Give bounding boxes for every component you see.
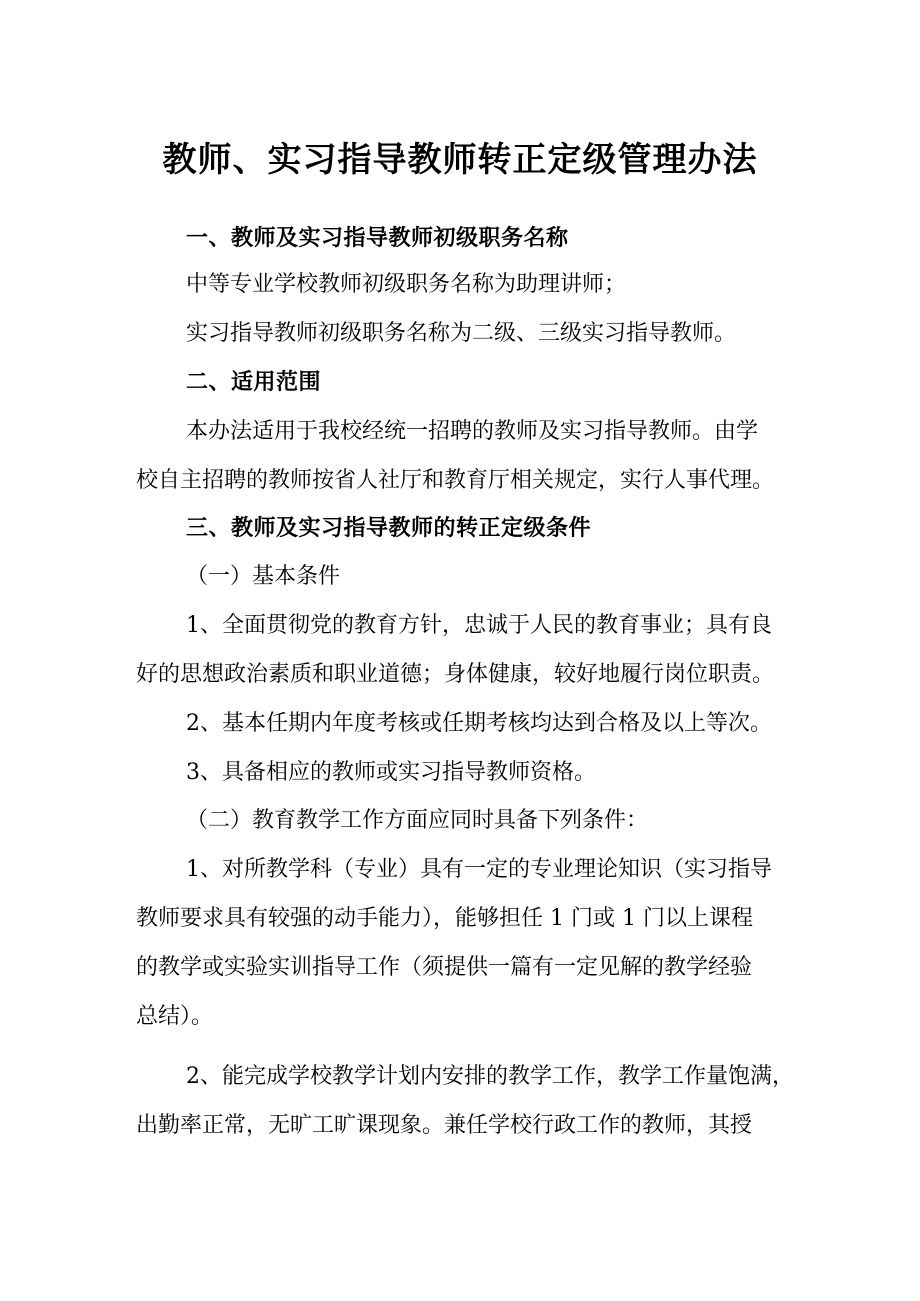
section-2-heading: 二、适用范围 — [186, 370, 322, 395]
basic-condition-1-line-2: 好的思想政治素质和职业道德；身体健康，较好地履行岗位职责。 — [136, 662, 775, 687]
subsection-1-heading: （一）基本条件 — [186, 564, 341, 589]
teaching-condition-2-line-2: 出勤率正常，无旷工旷课现象。兼任学校行政工作的教师，其授 — [136, 1113, 753, 1138]
basic-condition-1-line-1: 1、全面贯彻党的教育方针，忠诚于人民的教育事业；具有良 — [186, 613, 772, 638]
basic-condition-3: 3、具备相应的教师或实习指导教师资格。 — [186, 760, 596, 785]
basic-condition-2: 2、基本任期内年度考核或任期考核均达到合格及以上等次。 — [186, 711, 772, 736]
section-1-heading: 一、教师及实习指导教师初级职务名称 — [186, 226, 569, 251]
page-title: 教师、实习指导教师转正定级管理办法 — [162, 140, 758, 180]
section-3-heading: 三、教师及实习指导教师的转正定级条件 — [186, 516, 592, 541]
section-2-paragraph-line-2: 校自主招聘的教师按省人社厅和教育厅相关规定，实行人事代理。 — [136, 468, 775, 493]
teaching-condition-2-line-1: 2、能完成学校教学计划内安排的教学工作，教学工作量饱满， — [186, 1064, 794, 1089]
section-1-paragraph-1: 中等专业学校教师初级职务名称为助理讲师； — [186, 272, 627, 297]
section-1-paragraph-2: 实习指导教师初级职务名称为二级、三级实习指导教师。 — [186, 321, 737, 346]
teaching-condition-1-line-3: 的教学或实验实训指导工作（须提供一篇有一定见解的教学经验 — [136, 955, 753, 980]
teaching-condition-1-line-4: 总结）。 — [136, 1004, 214, 1029]
teaching-condition-1-line-2: 教师要求具有较强的动手能力），能够担任 1 门或 1 门以上课程 — [136, 906, 753, 931]
subsection-2-heading: （二）教育教学工作方面应同时具备下列条件： — [186, 808, 649, 833]
section-2-paragraph-line-1: 本办法适用于我校经统一招聘的教师及实习指导教师。由学 — [186, 419, 759, 444]
teaching-condition-1-line-1: 1、对所教学科（专业）具有一定的专业理论知识（实习指导 — [186, 857, 772, 882]
